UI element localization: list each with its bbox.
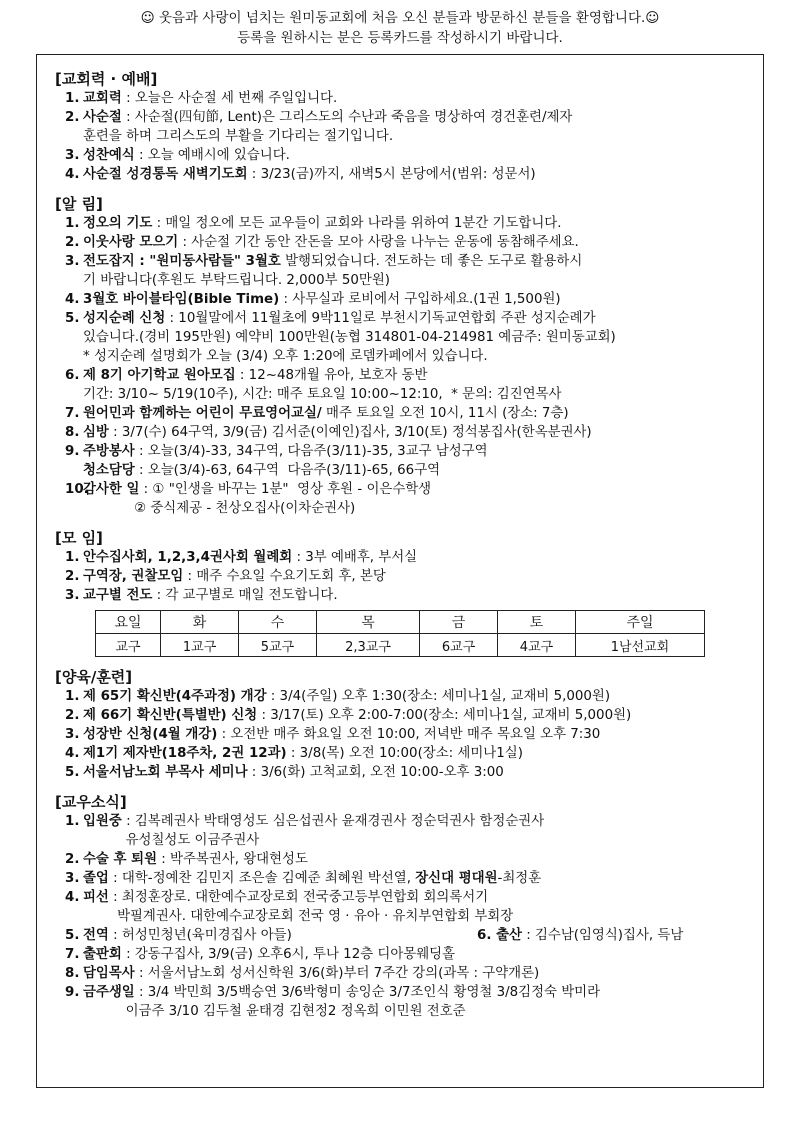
item-number: 10. bbox=[65, 482, 89, 497]
section-meeting bbox=[55, 528, 753, 657]
item-number: 1. bbox=[65, 689, 80, 704]
item-label: 출판회 bbox=[83, 947, 122, 962]
item-continuation: 박필계권사. 대한예수교장로회 전국 영 · 유아 · 유치부연합회 부회장 bbox=[83, 909, 514, 924]
list-item bbox=[55, 744, 753, 763]
item-label: 사순절 성경통독 새벽기도회 bbox=[83, 167, 248, 182]
item-text: : 각 교구별로 매일 전도합니다. bbox=[152, 588, 338, 603]
table-cell: 수 bbox=[239, 611, 317, 634]
list-item bbox=[55, 964, 753, 983]
item-label: 전역 bbox=[83, 928, 109, 943]
item-number: 5. bbox=[65, 765, 80, 780]
table-cell: 1교구 bbox=[161, 634, 239, 657]
item-label: 입원중 bbox=[83, 814, 122, 829]
item-text: : 김수남(임영식)집사, 득남 bbox=[521, 928, 684, 943]
section-notice bbox=[55, 194, 753, 518]
list-item bbox=[55, 850, 753, 869]
item-text: : ① "인생을 바꾸는 1분" 영상 후원 - 이은수학생 bbox=[139, 482, 432, 497]
item-number: 3. bbox=[65, 727, 80, 742]
church-items bbox=[55, 89, 753, 184]
list-item bbox=[55, 888, 753, 926]
item-text: : 오늘(3/4)-63, 64구역 다음주(3/11)-65, 66구역 bbox=[134, 463, 441, 478]
item-number: 1. bbox=[65, 550, 80, 565]
list-item bbox=[55, 480, 753, 518]
item-label: 정오의 기도 bbox=[83, 216, 153, 231]
table-cell: 토 bbox=[498, 611, 576, 634]
table-cell: 2,3교구 bbox=[316, 634, 419, 657]
item-text: : 대학-정예찬 김민지 조은솔 김예준 최혜원 박선열, bbox=[108, 871, 416, 886]
item-label: 청소담당 bbox=[83, 463, 135, 478]
item-text: : 사순절 기간 동안 잔돈을 모아 사랑을 나누는 운동에 동참해주세요. bbox=[178, 235, 579, 250]
item-number: 8. bbox=[65, 425, 80, 440]
item-number: 1. bbox=[65, 216, 80, 231]
item-number: 9. bbox=[65, 985, 80, 1000]
list-item bbox=[55, 706, 753, 725]
evangelism-table bbox=[95, 610, 705, 657]
item-number: 4. bbox=[65, 890, 80, 905]
item-number: 7. bbox=[65, 406, 80, 421]
item-number: 2. bbox=[65, 569, 80, 584]
item-text: : 3부 예배후, 부서실 bbox=[292, 550, 418, 565]
list-item bbox=[55, 442, 753, 480]
item-label: 서울서남노회 부목사 세미나 bbox=[83, 765, 248, 780]
item-number: 4. bbox=[65, 292, 80, 307]
list-item bbox=[55, 146, 753, 165]
table-cell: 목 bbox=[316, 611, 419, 634]
section-title: [양육/훈련] bbox=[55, 668, 133, 686]
item-number: 1. bbox=[65, 814, 80, 829]
table-cell: 주일 bbox=[575, 611, 704, 634]
meeting-items bbox=[55, 548, 753, 605]
item-label: 교구별 전도 bbox=[83, 588, 153, 603]
item-number: 3. bbox=[65, 871, 80, 886]
item-label: 수술 후 퇴원 bbox=[83, 852, 158, 867]
list-item bbox=[55, 586, 753, 605]
section-training bbox=[55, 667, 753, 782]
item-text: : 12~48개월 유아, 보호자 동반 bbox=[235, 368, 428, 383]
item-continuation: * 성지순례 설명회가 오늘 (3/4) 오후 1:20에 로뎀카페에서 있습니다. bbox=[83, 349, 488, 364]
notice-items bbox=[55, 214, 753, 518]
table-cell: 요일 bbox=[96, 611, 161, 634]
list-item bbox=[55, 366, 753, 404]
item-text: : 매주 수요일 수요기도회 후, 본당 bbox=[183, 569, 386, 584]
members-items bbox=[55, 812, 753, 1021]
section-title: [교회력 · 예배] bbox=[55, 70, 158, 88]
list-item bbox=[55, 89, 753, 108]
item-number: 8. bbox=[65, 966, 80, 981]
item-text: -최정훈 bbox=[497, 871, 542, 886]
item-label: 제1기 제자반(18주차, 2권 12과) bbox=[83, 746, 287, 761]
item-text: : 오늘은 사순절 세 번째 주일입니다. bbox=[121, 91, 338, 106]
item-continuation: 기 바랍니다(후원도 부탁드립니다. 2,000부 50만원) bbox=[83, 273, 391, 288]
item-text: : 최정훈장로. 대한예수교장로회 전국중고등부연합회 회의록서기 bbox=[108, 890, 489, 905]
list-item bbox=[55, 404, 753, 423]
item-text: : 오전반 매주 화요일 오전 10:00, 저녁반 매주 목요일 오후 7:30 bbox=[217, 727, 601, 742]
item-number: 4. bbox=[65, 167, 80, 182]
item-text: : 3/17(토) 오후 2:00-7:00(장소: 세미나1실, 교재비 5,000원) bbox=[257, 708, 632, 723]
item-label: 피선 bbox=[83, 890, 109, 905]
list-item bbox=[55, 812, 753, 850]
item-number: 5. bbox=[65, 928, 80, 943]
list-item bbox=[55, 290, 753, 309]
section-title: [모 임] bbox=[55, 529, 103, 547]
item-text: : 3/4(주일) 오후 1:30(장소: 세미나1실, 교재비 5,000원) bbox=[266, 689, 611, 704]
item-text: 발행되었습니다. 전도하는 데 좋은 도구로 활용하시 bbox=[280, 254, 583, 269]
item-label: 3월호 바이블타임(Bible Time) bbox=[83, 292, 280, 307]
item-text: : 허성민청년(육미경집사 아들) bbox=[108, 928, 292, 943]
item-number: 2. bbox=[65, 852, 80, 867]
item-continuation bbox=[83, 461, 753, 480]
item-number: 1. bbox=[65, 91, 80, 106]
item-label: 구역장, 권찰모임 bbox=[83, 569, 184, 584]
item-number: 4. bbox=[65, 746, 80, 761]
item-text: : 10월말에서 11월초에 9박11일로 부천시기독교연합회 주관 성지순례가 bbox=[165, 311, 596, 326]
item-number: 2. bbox=[65, 110, 80, 125]
item-label: 제 66기 확신반(특별반) 신청 bbox=[83, 708, 258, 723]
item-label: 6. 출산 bbox=[477, 928, 522, 943]
list-item bbox=[55, 233, 753, 252]
section-church bbox=[55, 69, 753, 184]
item-text: : 박주복권사, 왕대현성도 bbox=[157, 852, 308, 867]
item-number: 2. bbox=[65, 708, 80, 723]
training-items bbox=[55, 687, 753, 782]
list-item bbox=[55, 548, 753, 567]
table-cell: 금 bbox=[420, 611, 498, 634]
item-continuation: 훈련을 하며 그리스도의 부활을 기다리는 절기입니다. bbox=[83, 129, 394, 144]
list-item bbox=[55, 687, 753, 706]
item-label: 주방봉사 bbox=[83, 444, 135, 459]
item-label: 졸업 bbox=[83, 871, 109, 886]
registration-line: 등록을 원하시는 분은 등록카드를 작성하시기 바랍니다. bbox=[237, 30, 563, 46]
item-label: 감사한 일 bbox=[83, 482, 140, 497]
item-number: 2. bbox=[65, 235, 80, 250]
list-item bbox=[55, 926, 753, 945]
item-text: : 3/7(수) 64구역, 3/9(금) 김서준(이예인)집사, 3/10(토) 정석봉집사(한옥분권사) bbox=[108, 425, 592, 440]
item-number: 5. bbox=[65, 311, 80, 326]
table-cell: 1남선교회 bbox=[575, 634, 704, 657]
list-item bbox=[55, 567, 753, 586]
item-text: : 사무실과 로비에서 구입하세요.(1권 1,500원) bbox=[279, 292, 561, 307]
item-text: : 3/4 박민희 3/5백승연 3/6박형미 송잉순 3/7조인식 황영철 3/8김정숙 박미라 bbox=[134, 985, 601, 1000]
table-row bbox=[96, 634, 705, 657]
item-label: 제 65기 확신반(4주과정) 개강 bbox=[83, 689, 267, 704]
table-cell: 4교구 bbox=[498, 634, 576, 657]
section-title: [교우소식] bbox=[55, 793, 127, 811]
welcome-line: ☺ 웃음과 사랑이 넘치는 원미동교회에 처음 오신 분들과 방문하신 분들을 환영합니다.☺ bbox=[140, 10, 660, 26]
item-text: : 사순절(四旬節, Lent)은 그리스도의 수난과 죽음을 명상하여 경건훈련/제자 bbox=[121, 110, 573, 125]
item-text: : 3/6(화) 고척교회, 오전 10:00-오후 3:00 bbox=[247, 765, 504, 780]
list-item bbox=[55, 945, 753, 964]
table-cell: 6교구 bbox=[420, 634, 498, 657]
table-cell: 교구 bbox=[96, 634, 161, 657]
item-text: : 김복례권사 박태영성도 심은섭권사 윤재경권사 정순덕권사 함정순권사 bbox=[121, 814, 545, 829]
item-label: 성장반 신청(4월 개강) bbox=[83, 727, 218, 742]
item-text: : 오늘 예배시에 있습니다. bbox=[134, 148, 290, 163]
item-label: 금주생일 bbox=[83, 985, 135, 1000]
item-label: 전도잡지 : "원미동사람들" 3월호 bbox=[83, 254, 281, 269]
item-label: 성찬예식 bbox=[83, 148, 135, 163]
item-label: 교회력 bbox=[83, 91, 122, 106]
item-text: : 3/23(금)까지, 새벽5시 본당에서(범위: 성문서) bbox=[247, 167, 536, 182]
item-continuation: 기간: 3/10~ 5/19(10주), 시간: 매주 토요일 10:00~12:10, * 문의: 김진연목사 bbox=[83, 387, 562, 402]
item-continuation: 있습니다.(경비 195만원) 예약비 100만원(농협 314801-04-214981 예금주: 원미동교회) bbox=[83, 330, 616, 345]
item-highlight: 장신대 평대원 bbox=[415, 871, 498, 886]
list-item bbox=[55, 252, 753, 290]
item-label: 성지순례 신청 bbox=[83, 311, 166, 326]
list-item bbox=[55, 423, 753, 442]
item-label: 담임목사 bbox=[83, 966, 135, 981]
bulletin-frame bbox=[36, 54, 764, 1088]
welcome-header bbox=[0, 8, 800, 48]
item-text: : 오늘(3/4)-33, 34구역, 다음주(3/11)-35, 3교구 남성구역 bbox=[134, 444, 488, 459]
birth-news bbox=[477, 926, 683, 945]
item-text: : 강동구집사, 3/9(금) 오후6시, 투나 12층 디아몽웨딩홀 bbox=[121, 947, 456, 962]
item-number: 9. bbox=[65, 444, 80, 459]
item-continuation: ② 중식제공 - 천상오집사(이차순권사) bbox=[83, 501, 356, 516]
item-label: 원어민과 함께하는 어린이 무료영어교실/ bbox=[83, 406, 322, 421]
item-number: 3. bbox=[65, 254, 80, 269]
item-continuation: 이금주 3/10 김두철 윤태경 김현정2 정옥희 이민원 전호준 bbox=[83, 1004, 466, 1019]
item-continuation: 유성칠성도 이금주권사 bbox=[83, 833, 260, 848]
list-item bbox=[55, 214, 753, 233]
item-label: 이웃사랑 모으기 bbox=[83, 235, 179, 250]
item-label: 제 8기 아기학교 원아모집 bbox=[83, 368, 236, 383]
item-number: 7. bbox=[65, 947, 80, 962]
item-number: 6. bbox=[65, 368, 80, 383]
section-title: [알 림] bbox=[55, 195, 103, 213]
item-number: 3. bbox=[65, 588, 80, 603]
list-item bbox=[55, 869, 753, 888]
table-header-row bbox=[96, 611, 705, 634]
item-label: 안수집사회, 1,2,3,4권사회 월례회 bbox=[83, 550, 293, 565]
list-item bbox=[55, 983, 753, 1021]
item-label: 심방 bbox=[83, 425, 109, 440]
list-item bbox=[55, 165, 753, 184]
table-cell: 화 bbox=[161, 611, 239, 634]
item-text: : 서울서남노회 성서신학원 3/6(화)부터 7주간 강의(과목 : 구약개론) bbox=[134, 966, 540, 981]
item-text: 매주 토요일 오전 10시, 11시 (장소: 7층) bbox=[321, 406, 569, 421]
item-text: : 매일 정오에 모든 교우들이 교회와 나라를 위하여 1분간 기도합니다. bbox=[152, 216, 562, 231]
list-item bbox=[55, 108, 753, 146]
item-number: 3. bbox=[65, 148, 80, 163]
section-members bbox=[55, 792, 753, 1021]
list-item bbox=[55, 763, 753, 782]
list-item bbox=[55, 725, 753, 744]
item-text: : 3/8(목) 오전 10:00(장소: 세미나1실) bbox=[286, 746, 523, 761]
list-item bbox=[55, 309, 753, 366]
item-label: 사순절 bbox=[83, 110, 122, 125]
table-cell: 5교구 bbox=[239, 634, 317, 657]
